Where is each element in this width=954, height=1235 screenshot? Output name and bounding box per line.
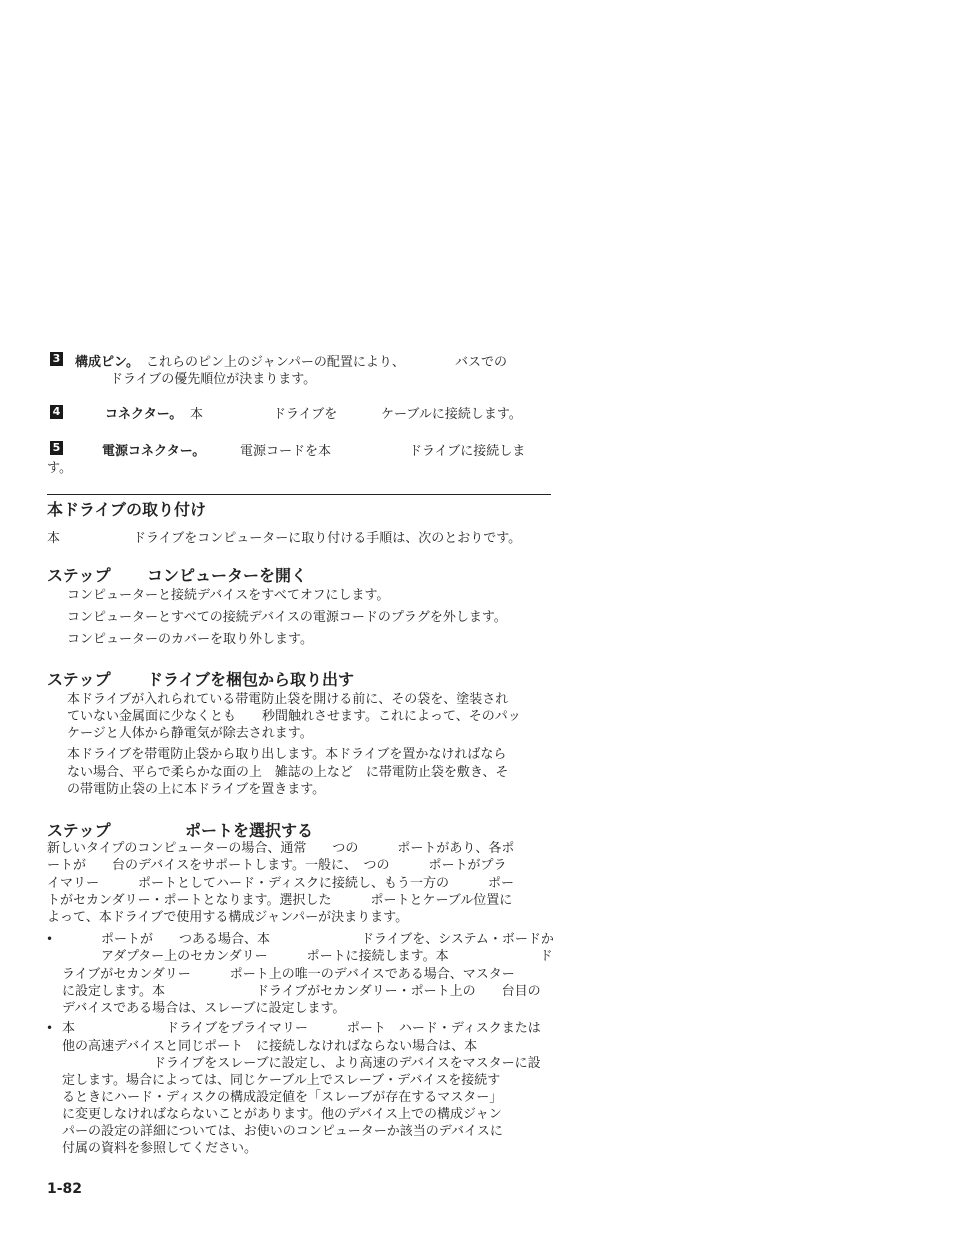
bullet2-line: 本 ドライブをプライマリー ポート ハード・ディスクまたは — [62, 1021, 541, 1036]
bullet2-line: に変更しなければならないことがあります。他のデバイス上での構成ジャン — [62, 1107, 502, 1122]
step3-title: ポートを選択する — [185, 821, 314, 840]
page-number: 1-82 — [47, 1181, 83, 1197]
bullet2-line: 他の高速デバイスと同じポート に接続しなければならない場合は、本 — [62, 1039, 478, 1054]
section-intro-a: 本 — [47, 531, 61, 546]
step2-title: ドライブを梱包から取り出す — [147, 670, 355, 689]
step2-para2-line: の帯電防止袋の上に本ドライブを置きます。 — [67, 782, 326, 797]
step3-para-line: よって、本ドライブで使用する構成ジャンパーが決まります。 — [47, 910, 409, 925]
step1-title: コンピューターを開く — [147, 566, 308, 585]
bullet2-line: パーの設定の詳細については、お使いのコンピューターか該当のデバイスに — [62, 1124, 503, 1139]
step2-para2-line: 本ドライブを帯電防止袋から取り出します。本ドライブを置かなければなら — [67, 747, 507, 762]
callout-4-text2: ドライブを — [273, 407, 338, 422]
bullet2-line: 付属の資料を参照してください。 — [62, 1141, 258, 1156]
callout-4-text3: ケーブルに接続します。 — [381, 407, 522, 422]
step2-prefix: ステップ — [47, 670, 111, 689]
callout-3-label: 構成ピン。 — [75, 355, 139, 370]
callout-5-label: 電源コネクター。 — [102, 444, 206, 459]
step3-para-line: 新しいタイプのコンピューターの場合、通常 つの ポートがあり、各ポ — [47, 841, 515, 856]
callout-3-badge: 3 — [50, 352, 63, 366]
bullet2-line: るときにハード・ディスクの構成設定値を「スレーブが存在するマスター」 — [62, 1090, 503, 1105]
callout-5-text: 電源コードを本 — [240, 444, 332, 459]
step3-para-line: イマリー ポートとしてハード・ディスクに接続し、もう一方の ポー — [47, 876, 514, 891]
bullet-marker: • — [46, 932, 54, 946]
callout-5-text2: ドライブに接続しま — [409, 444, 526, 459]
step2-para2-line: ない場合、平らで柔らかな面の上 雑誌の上など に帯電防止袋を敷き、そ — [67, 765, 509, 780]
bullet2-line: ドライブをスレーブに設定し、より高速のデバイスをマスターに設 — [62, 1056, 541, 1071]
callout-3-text: これらのピン上のジャンパーの配置により、 — [146, 355, 405, 370]
callout-4-label: コネクター。 — [105, 407, 183, 422]
step1-line: コンピューターのカバーを取り外します。 — [67, 632, 313, 647]
bullet2-line: 定します。場合によっては、同じケーブル上でスレーブ・デバイスを接続す — [62, 1073, 501, 1088]
step2-para1-line: 本ドライブが入れられている帯電防止袋を開ける前に、その袋を、塗装され — [67, 692, 509, 707]
bullet1-line: アダプター上のセカンダリー ポートに接続します。本 ド — [62, 949, 553, 964]
step1-prefix: ステップ — [47, 566, 111, 585]
bullet1-line: ライブがセカンダリー ポート上の唯一のデバイスである場合、マスター — [62, 967, 515, 982]
callout-4-badge: 4 — [50, 405, 63, 419]
callout-5-badge: 5 — [50, 441, 63, 455]
section-title: 本ドライブの取り付け — [47, 500, 207, 519]
step3-para-line: ートが 台のデバイスをサポートします。一般に、 つの ポートがプラ — [47, 858, 507, 873]
callout-5-cont: す。 — [47, 461, 72, 476]
callout-4-text: 本 — [190, 407, 204, 422]
step1-line: コンピューターとすべての接続デバイスの電源コードのプラグを外します。 — [67, 610, 507, 625]
section-intro-b: ドライブをコンピューターに取り付ける手順は、次のとおりです。 — [133, 531, 522, 546]
step3-prefix: ステップ — [47, 821, 111, 840]
step2-para1-line: ていない金属面に少なくとも 秒間触れさせます。これによって、そのパッ — [67, 709, 521, 724]
step2-para1-line: ケージと人体から静電気が除去されます。 — [67, 726, 313, 741]
section-divider — [47, 494, 551, 495]
callout-3-cont: ドライブの優先順位が決まります。 — [110, 372, 317, 387]
callout-3-text2: バスでの — [455, 355, 508, 370]
bullet1-line: デバイスである場合は、スレーブに設定します。 — [62, 1001, 346, 1016]
step1-line: コンピューターと接続デバイスをすべてオフにします。 — [67, 588, 390, 603]
bullet1-line: に設定します。本 ドライブがセカンダリー・ポート上の 台目の — [62, 984, 541, 999]
bullet1-line: ポートが つある場合、本 ドライブを、システム・ボードか — [62, 932, 554, 947]
step3-para-line: トがセカンダリー・ポートとなります。選択した ポートとケーブル位置に — [47, 893, 513, 908]
bullet-marker: • — [46, 1021, 54, 1035]
